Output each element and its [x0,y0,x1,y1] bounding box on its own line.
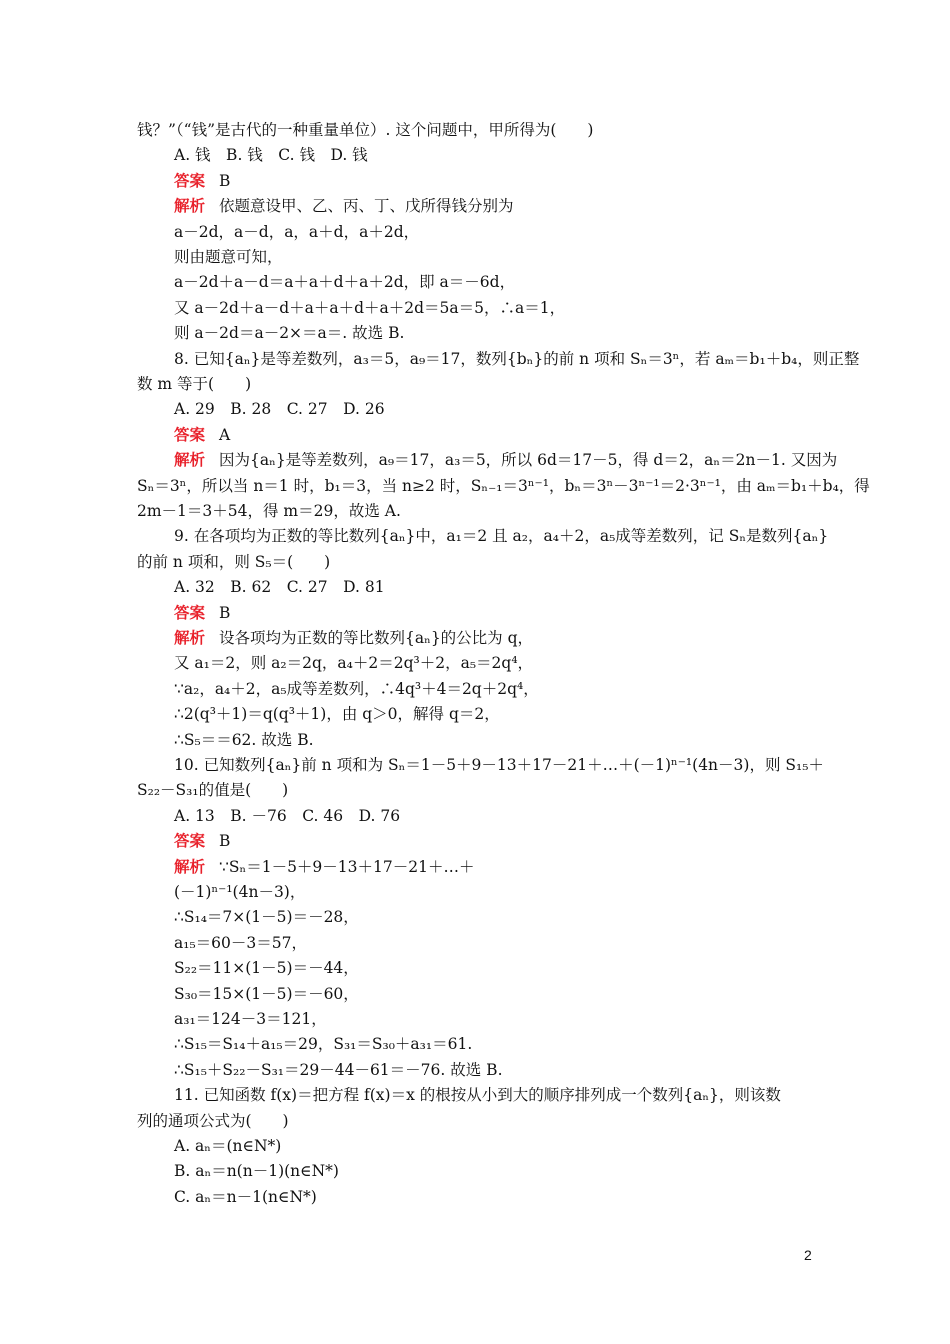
answer-label: 答案 [174,831,206,851]
text-line [137,374,251,394]
text-line [137,476,870,496]
text-line [174,298,565,318]
text-line [174,577,385,597]
line-text: A. 钱 B. 钱 C. 钱 D. 钱 [174,146,368,165]
line-text: 的前 n 项和，则 S₅＝( ) [137,552,331,571]
text-line [174,831,230,851]
line-text: 9. 在各项均为正数的等比数列{aₙ}中，a₁＝2 且 a₂，a₄＋2，a₅成等差数列，记 Sₙ是数列{aₙ} [174,527,829,546]
line-text: 又 a₁＝2，则 a₂＝2q，a₄＋2＝2q³＋2，a₅＝2q⁴， [174,654,534,673]
line-text: 2m－1＝3＋54，得 m＝29，故选 A. [137,502,401,520]
text-line [174,679,539,699]
text-line [174,323,404,343]
text-line [174,399,385,419]
text-line [174,882,305,902]
text-line [174,450,837,470]
analysis-label: 解析 [174,856,206,876]
text-line [174,196,514,216]
analysis-label: 解析 [174,450,206,470]
line-text: B. aₙ＝n(n－1)(n∈N*) [174,1162,339,1181]
text-line [174,1187,317,1207]
line-text: S₃₀＝15×(1－5)＝－60， [174,984,359,1003]
text-line [174,755,824,775]
line-text: a－2d＋a－d＝a＋a＋d＋a＋2d，即 a＝－6d， [174,273,516,292]
line-text: 8. 已知{aₙ}是等差数列，a₃＝5，a₉＝17，数列{bₙ}的前 n 项和 Sₙ＝3ⁿ，若 aₘ＝b₁＋b₄，则正整 [174,349,860,368]
line-text: ∴S₁₄＝7×(1－5)＝－28， [174,908,359,927]
text-line [174,1034,472,1054]
text-line [137,501,401,521]
line-text: 因为{aₙ}是等差数列，a₉＝17，a₃＝5，所以 6d＝17－5，得 d＝2，aₙ＝2n－1. 又因为 [219,451,838,470]
text-line [174,806,400,826]
line-text: ∴S₅＝＝62. 故选 B. [174,730,314,749]
line-text: B [219,171,231,190]
line-text: ∵a₂，a₄＋2，a₅成等差数列，∴4q³＋4＝2q＋2q⁴， [174,679,539,698]
line-text: 则 a－2d＝a－2×＝a＝. 故选 B. [174,324,405,343]
text-line [174,857,474,877]
text-line [174,349,859,369]
text-line [174,907,359,927]
text-line [174,171,230,191]
line-text: 依题意设甲、乙、丙、丁、戊所得钱分别为 [219,197,514,216]
text-line [137,780,288,800]
analysis-label: 解析 [174,628,206,647]
text-line [174,704,500,724]
line-text: C. aₙ＝n－1(n∈N*) [174,1187,317,1206]
line-text: 11. 已知函数 f(x)＝把方程 f(x)＝x 的根按从小到大的顺序排列成一个数列{aₙ}，则该数 [174,1086,781,1105]
text-line [174,1136,281,1156]
text-line [174,1009,327,1029]
line-text: (－1)ⁿ⁻¹(4n－3)， [174,883,306,901]
line-text: A. 32 B. 62 C. 27 D. 81 [174,578,385,597]
line-text: ∴S₁₅＝S₁₄＋a₁₅＝29，S₃₁＝S₃₀＋a₃₁＝61. [174,1035,473,1054]
text-line [174,1085,781,1105]
answer-label: 答案 [174,602,206,622]
line-text: 则由题意可知， [174,248,283,266]
line-text: A [219,425,231,444]
text-line [174,730,314,750]
text-line [174,1161,339,1181]
line-text: a₃₁＝124－3＝121， [174,1010,327,1028]
text-line [137,120,593,140]
line-text: A. aₙ＝(n∈N*) [174,1137,282,1155]
line-text: A. 29 B. 28 C. 27 D. 26 [174,400,385,419]
line-text: a－2d，a－d，a，a＋d，a＋2d， [174,222,420,241]
text-line [174,145,368,165]
text-line [174,1060,503,1080]
line-text: ∵Sₙ＝1－5＋9－13＋17－21＋…＋ [219,857,475,876]
line-text: 10. 已知数列{aₙ}前 n 项和为 Sₙ＝1－5＋9－13＋17－21＋…＋(－1)ⁿ⁻¹(4n－3)，则 S₁₅＋ [174,756,824,774]
text-line [174,933,307,953]
text-line [137,552,330,572]
line-text: B [219,603,231,622]
text-line [174,222,419,242]
text-line [174,628,533,648]
line-text: S₂₂－S₃₁的值是( ) [137,781,289,800]
text-line [174,526,828,546]
line-text: S₂₂＝11×(1－5)＝－44， [174,959,359,978]
line-text: a₁₅＝60－3＝57， [174,933,307,952]
line-text: 数 m 等于( ) [137,375,252,393]
text-line [174,425,230,445]
analysis-label: 解析 [174,196,206,216]
text-line [137,1111,289,1131]
line-text: ∴2(q³＋1)＝q(q³＋1)，由 q＞0，解得 q＝2， [174,705,500,724]
text-line [174,603,230,623]
line-text: Sₙ＝3ⁿ，所以当 n＝1 时，b₁＝3，当 n≥2 时，Sₙ₋₁＝3ⁿ⁻¹，bₙ＝3ⁿ－3ⁿ⁻¹＝2·3ⁿ⁻¹，由 aₘ＝b₁＋b₄，得 [137,476,870,495]
line-text: ∴S₁₅＋S₂₂－S₃₁＝29－44－61＝－76. 故选 B. [174,1060,503,1079]
text-line [174,653,533,673]
line-text: 列的通项公式为( ) [137,1111,289,1130]
line-text: A. 13 B. －76 C. 46 D. 76 [174,806,401,825]
line-text: 设各项均为正数的等比数列{aₙ}的公比为 q， [219,629,534,647]
answer-label: 答案 [174,170,206,190]
line-text: 钱？”（“钱”是古代的一种重量单位）. 这个问题中，甲所得为( ) [137,121,594,139]
line-text: B [219,832,231,851]
text-line [174,958,359,978]
text-line [174,984,359,1004]
answer-label: 答案 [174,424,206,444]
page-number: 2 [804,1247,812,1263]
text-line [174,247,283,267]
line-text: 又 a－2d＋a－d＋a＋a＋d＋a＋2d＝5a＝5，∴a＝1， [174,298,566,317]
text-line [174,272,515,292]
